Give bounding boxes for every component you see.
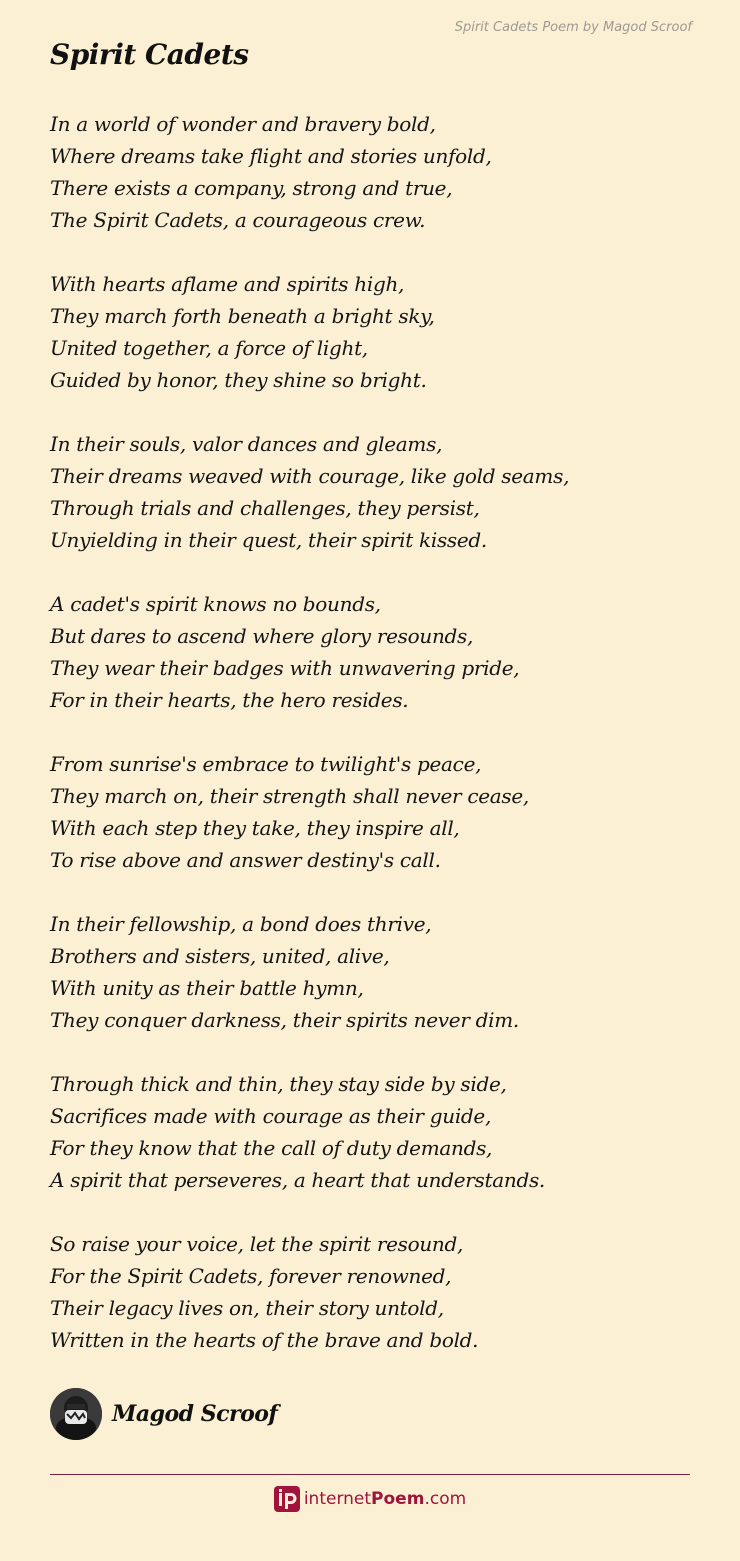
poem-line: Through thick and thin, they stay side by side,	[50, 1072, 507, 1096]
poem-line: They march on, their strength shall never cease,	[50, 784, 529, 808]
poem-line: Written in the hearts of the brave and bold.	[50, 1328, 479, 1352]
poem-line: For the Spirit Cadets, forever renowned,	[50, 1264, 452, 1288]
poem-line: With hearts aflame and spirits high,	[50, 272, 405, 296]
poem-line: They march forth beneath a bright sky,	[50, 304, 435, 328]
poem-body	[50, 108, 700, 1388]
poem-line: From sunrise's embrace to twilight's peace,	[50, 752, 482, 776]
poem-line: Sacrifices made with courage as their guide,	[50, 1104, 492, 1128]
poem-line: Unyielding in their quest, their spirit kissed.	[50, 528, 487, 552]
author-block[interactable]	[50, 1388, 277, 1440]
avatar-masked-person-icon[interactable]	[50, 1388, 102, 1440]
poem-line: In their fellowship, a bond does thrive,	[50, 912, 432, 936]
poem-line: For in their hearts, the hero resides.	[50, 688, 409, 712]
poem-line: They wear their badges with unwavering pride,	[50, 656, 520, 680]
brand-name	[304, 1489, 466, 1509]
poem-line: With each step they take, they inspire all,	[50, 816, 460, 840]
poem-title: Spirit Cadets	[50, 38, 249, 71]
internetpoem-logo-icon	[274, 1486, 300, 1512]
stanza-1	[50, 108, 700, 236]
stanza-5	[50, 748, 700, 876]
poem-line: Where dreams take flight and stories unfold,	[50, 144, 492, 168]
poem-line: But dares to ascend where glory resounds,	[50, 624, 474, 648]
stanza-2	[50, 268, 700, 396]
avatar-image	[50, 1388, 102, 1440]
poem-line: In their souls, valor dances and gleams,	[50, 432, 443, 456]
brand-bold: Poem	[371, 1489, 425, 1509]
poem-line: They conquer darkness, their spirits never dim.	[50, 1008, 519, 1032]
poem-line: For they know that the call of duty demands,	[50, 1136, 493, 1160]
stanza-6	[50, 908, 700, 1036]
poem-line: With unity as their battle hymn,	[50, 976, 364, 1000]
stanza-7	[50, 1068, 700, 1196]
stanza-4	[50, 588, 700, 716]
poem-line: Through trials and challenges, they persist,	[50, 496, 480, 520]
brand-prefix: internet	[303, 1489, 372, 1509]
poem-line: United together, a force of light,	[50, 336, 368, 360]
footer-brand-link[interactable]	[0, 1486, 740, 1512]
stanza-8	[50, 1228, 700, 1356]
header-credit: Spirit Cadets Poem by Magod Scroof	[454, 20, 692, 35]
poem-line: A spirit that perseveres, a heart that understands.	[50, 1168, 545, 1192]
poem-line: There exists a company, strong and true,	[50, 176, 453, 200]
poem-line: Guided by honor, they shine so bright.	[50, 368, 427, 392]
footer-divider	[50, 1474, 690, 1475]
poem-line: Brothers and sisters, united, alive,	[50, 944, 390, 968]
poem-line: In a world of wonder and bravery bold,	[50, 112, 436, 136]
stanza-3	[50, 428, 700, 556]
poem-line: Their legacy lives on, their story untold,	[50, 1296, 444, 1320]
author-name[interactable]: Magod Scroof	[112, 1401, 278, 1427]
poem-line: A cadet's spirit knows no bounds,	[50, 592, 381, 616]
poem-line: Their dreams weaved with courage, like gold seams,	[50, 464, 570, 488]
poem-line: To rise above and answer destiny's call.	[50, 848, 441, 872]
poem-line: So raise your voice, let the spirit resound,	[50, 1232, 464, 1256]
brand-suffix: .com	[424, 1489, 467, 1509]
poem-line: The Spirit Cadets, a courageous crew.	[50, 208, 426, 232]
